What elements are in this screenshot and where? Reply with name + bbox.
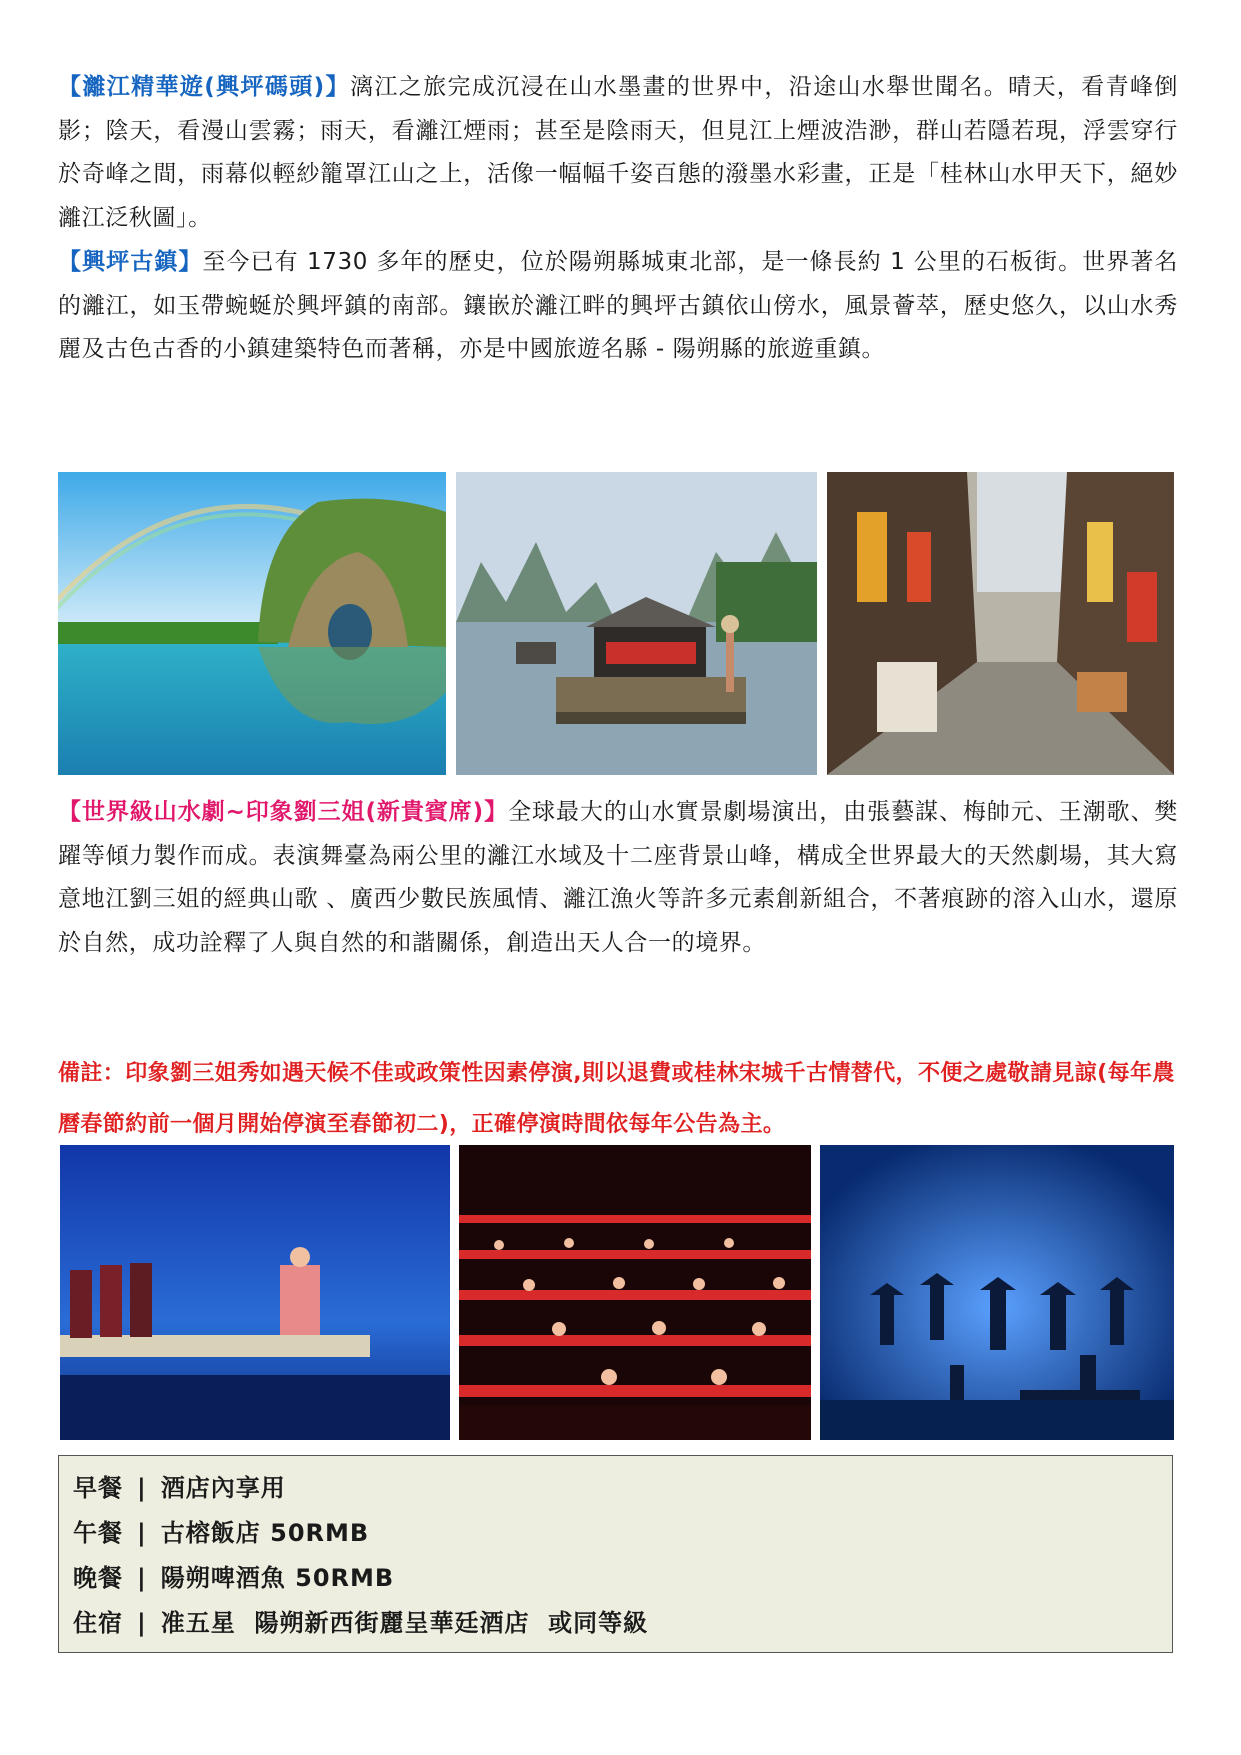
meal-label: 午餐	[73, 1519, 123, 1547]
meal-separator: |	[137, 1609, 147, 1637]
meals-accommodation-table	[58, 1455, 1173, 1653]
meal-row-breakfast	[73, 1466, 1172, 1511]
photo-show-fishermen-fog	[820, 1145, 1174, 1440]
photo-show-stage-dancers	[60, 1145, 450, 1440]
photo-show-red-lights	[459, 1145, 811, 1440]
meal-separator: |	[137, 1519, 147, 1547]
section-heading: 【世界級山水劇~印象劉三姐(新貴賓席)】	[58, 799, 509, 825]
meal-row-dinner	[73, 1556, 1172, 1601]
meal-value: 准五星 陽朔新西街麗呈華廷酒店 或同等級	[160, 1609, 649, 1637]
meal-label: 住宿	[73, 1609, 123, 1637]
meal-separator: |	[137, 1564, 147, 1592]
notice-text: 備註：印象劉三姐秀如遇天候不佳或政策性因素停演,則以退費或桂林宋城千古情替代，不便之處敬請見諒(每年農曆春節約前一個月開始停演至春節初二)，正確停演時間依每年公告為主。	[58, 1061, 1175, 1137]
meal-row-lunch	[73, 1511, 1172, 1556]
meal-row-accommodation	[73, 1601, 1172, 1646]
section-lijiang-cruise	[58, 66, 1178, 240]
section-heading: 【興坪古鎮】	[58, 249, 203, 275]
section-text: 漓江之旅完成沉浸在山水墨畫的世界中，沿途山水舉世聞名。晴天，看青峰倒影；陰天，看漫山雲霧；雨天，看灕江煙雨；甚至是陰雨天，但見江上煙波浩渺，群山若隱若現，浮雲穿行於奇峰之間，雨幕似輕紗籠罩江山之上，活像一幅幅千姿百態的潑墨水彩畫，正是「桂林山水甲天下，絕妙灕江泛秋圖」。	[58, 74, 1178, 231]
section-text: 全球最大的山水實景劇場演出，由張藝謀、梅帥元、王潮歌、樊躍等傾力製作而成。表演舞臺為兩公里的灕江水域及十二座背景山峰，構成全世界最大的天然劇場，其大寫意地江劉三姐的經典山歌 、廣西少數民族風情、灕江漁火等許多元素創新組合，不著痕跡的溶入山水，還原於自然，成功詮釋了人與自然的和諧關係，創造出天人合一的境界。	[58, 799, 1178, 956]
section-text: 至今已有 1730 多年的歷史，位於陽朔縣城東北部，是一條長約 1 公里的石板街。世界著名的灕江，如玉帶蜿蜒於興坪鎮的南部。鑲嵌於灕江畔的興坪古鎮依山傍水，風景薈萃，歷史悠久，以山水秀麗及古色古香的小鎮建築特色而著稱，亦是中國旅遊名縣 - 陽朔縣的旅遊重鎮。	[58, 249, 1178, 362]
meal-label: 早餐	[73, 1474, 123, 1502]
photo-bamboo-raft	[456, 472, 817, 775]
section-heading: 【灕江精華遊(興坪碼頭)】	[58, 74, 350, 100]
photo-old-town-street	[827, 472, 1174, 775]
meal-label: 晚餐	[73, 1564, 123, 1592]
section-impression-liu-sanjie	[58, 791, 1178, 965]
photo-elephant-trunk-hill	[58, 472, 446, 775]
meal-separator: |	[137, 1474, 147, 1502]
meal-value: 古榕飯店 50RMB	[160, 1519, 370, 1547]
meal-value: 酒店內享用	[160, 1474, 286, 1502]
meal-value: 陽朔啤酒魚 50RMB	[160, 1564, 395, 1592]
section-xingping-town	[58, 241, 1178, 372]
